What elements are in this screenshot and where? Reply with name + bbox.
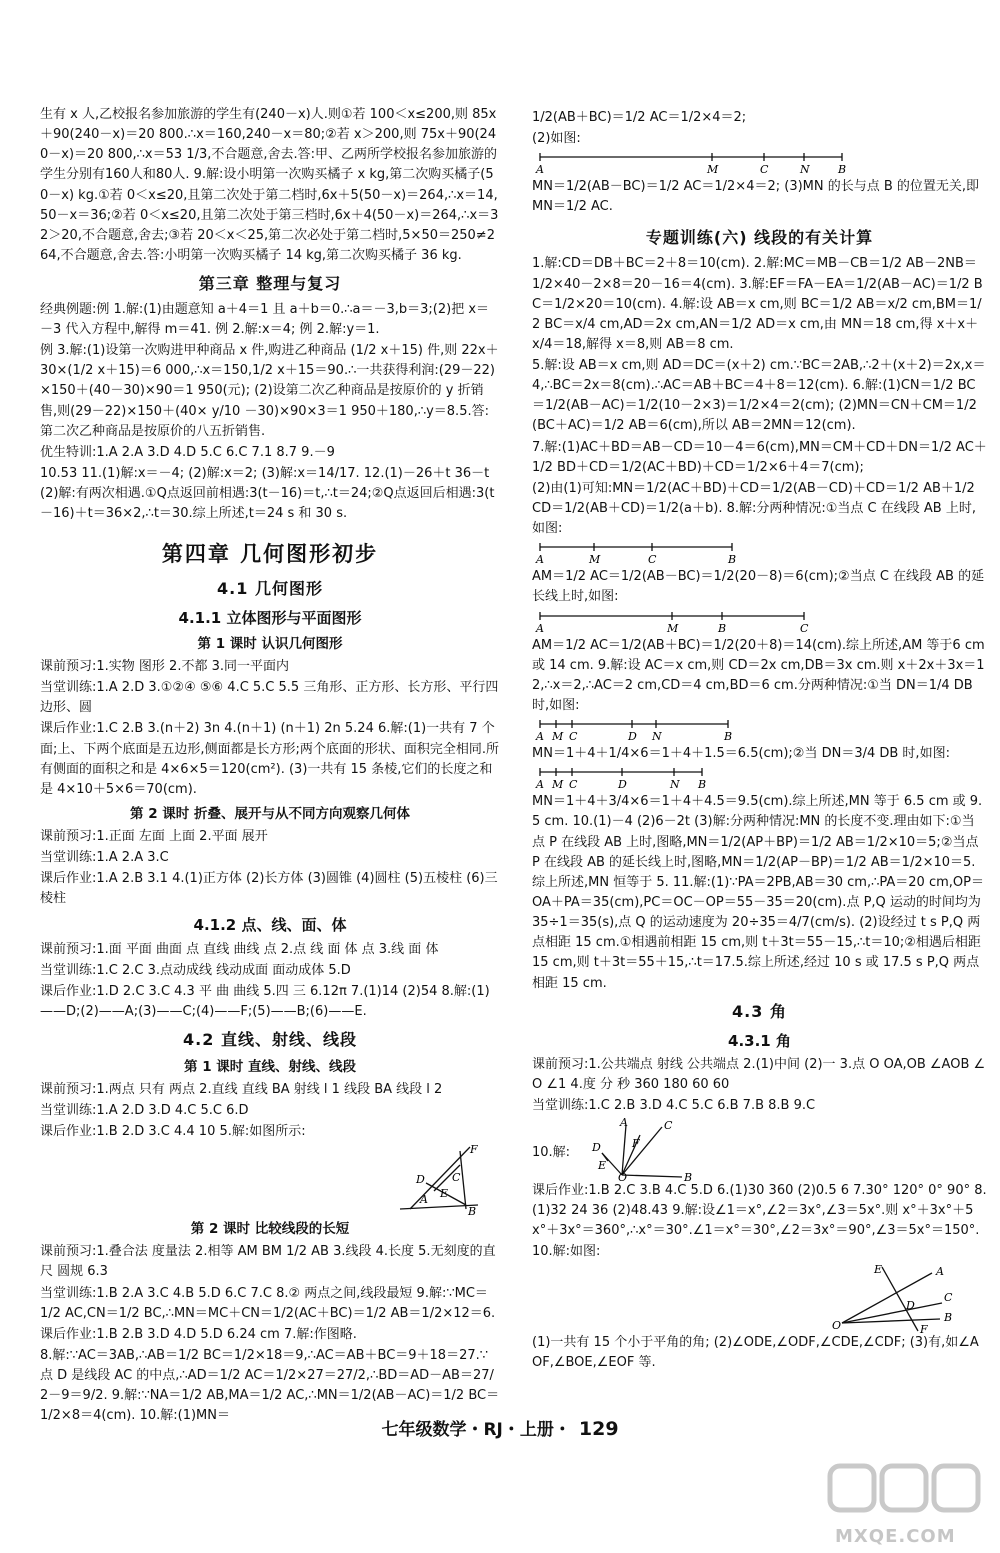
point-label: B [684, 1171, 693, 1182]
answer-paragraph: 课前预习:1.公共端点 射线 公共端点 2.(1)中间 (2)一 3.点 O OA,OB ∠AOB ∠O ∠1 4.度 分 秒 360 180 60 60 [532, 1056, 986, 1092]
point-label: E [598, 1159, 607, 1173]
point-label: B [728, 553, 737, 566]
answer-paragraph: 8.解:∵AC＝3AB,∴AB＝1/2 BC＝1/2×18＝9,∴AC＝AB＋BC＝9＋18＝27.∵点 D 是线段 AC 的中点,∴AD＝1/2 AC＝1/2×27＝27/2,∴BD＝AD－AB＝27/2－9＝9/2. 9.解:∵NA＝1/2 AB,MA＝1/2 AC,∴MN＝1/2(AB－AC)＝1/2 BC＝1/2×8＝4(cm). 10.解:(1)MN＝ [40, 1348, 500, 1424]
segment-diagram [532, 541, 772, 565]
answer-paragraph: 例 3.解:(1)设第一次购进甲种商品 x 件,购进乙种商品 (1/2 x＋15) 件,则 22x＋30×(1/2 x＋15)＝6 000,∴x＝150,1/2 x＋15＝90.∴一共获得利润:(29－22)×150＋(40－30)×90＝1 950(元); (2)设第二次乙种商品是按原价的 y 折销售,则(29－22)×150＋(40× y/10 －30)×90×3＝1 950＋180,∴y＝8.5.答:第二次乙种商品是按原价的八五折销售. [40, 343, 499, 439]
point-label: A [536, 621, 544, 634]
point-label: A [620, 1117, 628, 1130]
subsection-title: 4.3.1 角 [728, 1031, 791, 1050]
answer-paragraph: AM＝1/2 AC＝1/2(AB＋BC)＝1/2(20＋8)＝14(cm).综上所述,AM 等于6 cm或 14 cm. 9.解:设 AC＝x cm,则 CD＝2x cm,DB＝3x cm.则 x＋2x＋3x＝12,∴x＝2,∴AC＝2 cm,CD＝4 cm,BD＝6 cm.分两种情况:①当 DN＝1/4 DB 时,如图: [532, 637, 985, 714]
answer-paragraph: 当堂训练:1.A 2.A 3.C [40, 850, 169, 866]
point-label: C [944, 1290, 953, 1304]
point-label: C [800, 621, 809, 634]
point-label: A [536, 553, 544, 566]
point-label: A [536, 730, 544, 743]
answer-paragraph: 课后作业:1.B 2.C 3.B 4.C 5.D 6.(1)30 360 (2)0.5 6 7.30° 120° 0° 90° 8.(1)32 24 36 (2)48.43 9.解:设∠1＝x°,∠2＝3x°,∠3＝5x°.则 x°＋3x°＋5x°＋3x°＝360°,∴x°＝30°.∠1＝x°＝30°,∠2＝3x°＝90°,∠3＝5x°＝150°. 10.解:如图: [532, 1183, 987, 1259]
answer-paragraph: 课前预习:1.面 平面 曲面 点 直线 曲线 点 2.点 线 面 体 点 3.线 面 体 [40, 941, 439, 957]
answer-paragraph: 课后作业:1.B 2.D 3.C 4.4 10 5.解:如图所示: [40, 1124, 306, 1140]
point-label: E [874, 1262, 883, 1276]
point-label: D [628, 730, 637, 743]
angle-figure [832, 1263, 962, 1333]
answer-paragraph: 当堂训练:1.C 2.B 3.D 4.C 5.C 6.B 7.B 8.B 9.C [532, 1098, 816, 1114]
point-label: F [632, 1137, 640, 1151]
point-label: M [707, 163, 719, 176]
answer-paragraph: 课后作业:1.B 2.B 3.D 4.D 5.D 6.24 cm 7.解:作图略. [40, 1326, 357, 1342]
point-label: C [760, 163, 769, 176]
segment-diagram [532, 610, 822, 634]
angle-figure-row [532, 1117, 987, 1181]
page-footer [0, 1415, 1000, 1444]
answer-paragraph: 课前预习:1.两点 只有 两点 2.直线 直线 BA 射线 l 1 线段 BA 线段 l 2 [40, 1081, 443, 1097]
point-label: M [552, 778, 564, 791]
point-label: B [944, 1310, 953, 1324]
point-label: C [664, 1119, 673, 1133]
point-label: A [420, 1193, 428, 1207]
answer-paragraph: 生有 x 人,乙校报名参加旅游的学生有(240－x)人.则①若 100＜x≤200,则 85x＋90(240－x)＝20 800.∴x＝160,240－x＝80;②若 x＞200,则 75x＋90(240－x)＝20 800,∴x＝53 1/3,不合题意,舍去.答:甲、乙两所学校报名参加旅游的学生分别有160人和80人. 9.解:设小明第一次购买橘子 x kg,第二次购买橘子(50－x) kg.①若 0＜x≤20,且第二次处于第二档时,6x＋5(50－x)＝264,∴x＝14,50－x＝36;②若 0＜x≤20,且第二次处于第三档时,6x＋4(50－x)＝264,∴x＝32＞20,不合题意,舍去;③若 20＜x＜25,第二次必处于第二档时,5×50＝250≠264,不合题意,舍去.答:小明第一次购买橘子 14 kg,第二次购买橘子 36 kg. [40, 107, 499, 263]
answer-paragraph: 课前预习:1.叠合法 度量法 2.相等 AM BM 1/2 AB 3.线段 4.长度 5.无刻度的直尺 圆规 6.3 [40, 1244, 496, 1280]
chapter4-title: 第四章 几何图形初步 [161, 542, 379, 567]
answer-paragraph: 5.解:设 AB＝x cm,则 AD＝DC＝(x＋2) cm.∵BC＝2AB,∴2＋(x＋2)＝2x,x＝4,∴BC＝2x＝8(cm).∴AC＝AB＋BC＝4＋8＝12(cm). 6.解:(1)CN＝1/2 BC＝1/2(AB－AC)＝1/2(10－2×3)＝1/2×4＝2(cm); (2)MN＝CN＋CM＝1/2(BC＋AC)＝1/2 AB＝6(cm),所以 AB＝2MN＝12(cm). [532, 358, 986, 434]
point-label: C [569, 730, 578, 743]
special-training-title: 专题训练(六) 线段的有关计算 [645, 227, 874, 247]
lesson-title: 第 2 课时 比较线段的长短 [190, 1221, 350, 1238]
answer-paragraph: AM＝1/2 AC＝1/2(AB－BC)＝1/2(20－8)＝6(cm);②当点 C 在线段 AB 的延长线上时,如图: [532, 569, 985, 605]
watermark-text: MXQE.COM [835, 1526, 956, 1547]
answer-paragraph: 当堂训练:1.C 2.C 3.点动成线 线动成面 面动成体 5.D [40, 962, 351, 978]
point-label: F [470, 1143, 478, 1157]
answer-paragraph: 当堂训练:1.A 2.D 3.D 4.C 5.C 6.D [40, 1103, 249, 1119]
point-label: D [592, 1141, 601, 1155]
point-label: N [670, 778, 680, 791]
answer-paragraph: 优生特训:1.A 2.A 3.D 4.D 5.C 6.C 7.1 8.7 9.－9 [40, 444, 335, 460]
segment-diagram [532, 766, 732, 790]
answer-paragraph: MN＝1＋4＋1/4×6＝1＋4＋1.5＝6.5(cm);②当 DN＝3/4 DB 时,如图: [532, 746, 950, 762]
right-column [532, 108, 987, 1374]
answer-paragraph: 1/2(AB＋BC)＝1/2 AC＝1/2×4＝2; [532, 110, 747, 125]
answer-paragraph: MN＝1＋4＋3/4×6＝1＋4＋4.5＝9.5(cm).综上所述,MN 等于 6.5 cm 或 9.5 cm. 10.(1)－4 (2)6－2t (3)解:分两种情况:MN 的长度不变.理由如下:①当点 P 在线段 AB 上时,图略,MN＝1/2(AP＋BP)＝1/2 AB＝1/2×10＝5;②当点 P 在线段 AB 的延长线上时,图略,MN＝1/2(AP－BP)＝1/2 AB＝1/2×10＝5.综上所述,MN 恒等于 5. 11.解:(1)∵PA＝2PB,AB＝30 cm,∴PA＝20 cm,OP＝OA＋PA＝35(cm),PC＝OC－OP＝55－35＝20(cm).点 P,Q 运动的时间均为 35÷1＝35(s),点 Q 的运动速度为 20÷35＝4/7(cm/s). (2)设经过 t s P,Q 两点相距 15 cm.①相遇前相距 15 cm,则 t＋3t＝55－15,∴t＝10;②相遇后相距 15 cm,则 t＋3t＝55＋15,∴t＝17.5.综上所述,经过 10 s 或 17.5 s P,Q 两点相距 15 cm. [532, 794, 984, 991]
lesson-title: 第 1 课时 认识几何图形 [197, 636, 343, 653]
point-label: D [416, 1173, 425, 1187]
point-label: D [618, 778, 627, 791]
answer-paragraph: MN＝1/2(AB－BC)＝1/2 AC＝1/2×4＝2; (3)MN 的长与点 B 的位置无关,即 MN＝1/2 AC. [532, 179, 980, 215]
point-label: M [552, 730, 564, 743]
lesson-title: 第 2 课时 折叠、展开与从不同方向观察几何体 [130, 805, 410, 822]
page-number: 129 [578, 1418, 619, 1440]
answer-paragraph: 课后作业:1.C 2.B 3.(n＋2) 3n 4.(n＋1) (n＋1) 2n 5.24 6.解:(1)一共有 7 个面;上、下两个底面是五边形,侧面都是长方形;两个底面的形状、面积完全相同.所有侧面的面积之和是 4×6×5＝120(cm²). (3)一共有 15 条棱,它们的长度之和是 4×10＋5×6＝70(cm). [40, 721, 500, 797]
point-label: B [718, 621, 727, 634]
point-label: A [936, 1264, 944, 1278]
answer-paragraph: 1.解:CD＝DB＋BC＝2＋8＝10(cm). 2.解:MC＝MB－CB＝1/2 AB－2NB＝1/2×40－2×8＝20－16＝4(cm). 3.解:EF＝FA－EA＝1/2(AB－AC)＝1/2 BC＝1/2×20＝10(cm). 4.解:设 AB＝x cm,则 BC＝1/2 AB＝x/2 cm,BM＝1/2 BC＝x/4 cm,AD＝2x cm,AN＝1/2 AD＝x cm,由 MN＝18 cm,得 x＋x＋x/4＝18,解得 x＝8,则 AB＝8 cm. [532, 256, 983, 352]
chapter3-review-title: 第三章 整理与复习 [198, 274, 342, 294]
segment-diagram [532, 151, 852, 175]
lines-figure [40, 1143, 500, 1215]
subsection-title: 4.1.2 点、线、面、体 [193, 916, 347, 935]
answer-paragraph: (2)由(1)可知:MN＝1/2(AC＋BD)＋CD＝1/2(AB－CD)＋CD＝1/2 AB＋1/2 CD＝1/2(AB＋CD)＝1/2(a＋b). 8.解:分两种情况:①当点 C 在线段 AB 上时,如图: [532, 480, 976, 537]
point-label: C [452, 1171, 461, 1185]
point-label: C [648, 553, 657, 566]
section-title: 4.2 直线、射线、线段 [183, 1030, 357, 1050]
point-label: A [536, 778, 544, 791]
point-label: N [800, 163, 810, 176]
point-label: B [724, 730, 733, 743]
answer-label: 10.解: [532, 1145, 571, 1161]
book-title: 七年级数学・RJ・上册・ [381, 1420, 571, 1440]
answer-paragraph: 当堂训练:1.A 2.D 3.①②④ ⑤⑥ 4.C 5.C 5.5 三角形、正方形、长方形、平行四边形、圆 [40, 680, 499, 716]
point-label: F [920, 1322, 928, 1333]
answer-paragraph: 当堂训练:1.B 2.A 3.C 4.B 5.D 6.C 7.C 8.② 两点之间,线段最短 9.解:∵MC＝1/2 AC,CN＝1/2 BC,∴MN＝MC＋CN＝1/2(AC＋BC)＝1/2 AB＝1/2×12＝6. [40, 1285, 496, 1321]
point-label: M [589, 553, 601, 566]
left-column [40, 105, 500, 1428]
answer-paragraph: (1)一共有 15 个小于平角的角; (2)∠ODE,∠ODF,∠CDE,∠CDF; (3)有,如∠AOF,∠BOE,∠EOF 等. [532, 1334, 979, 1370]
answer-paragraph: 课后作业:1.D 2.C 3.C 4.3 平 曲 曲线 5.四 三 6.12π 7.(1)14 (2)54 8.解:(1)——D;(2)——A;(3)——C;(4)——F;(5)——B;(6)——E. [40, 983, 490, 1020]
point-label: B [468, 1205, 477, 1216]
point-label: D [906, 1298, 915, 1312]
angle-figure [582, 1117, 742, 1181]
answer-paragraph: 课前预习:1.实物 图形 2.不都 3.同一平面内 [40, 658, 289, 674]
answer-paragraph: (2)如图: [532, 131, 581, 147]
point-label: M [667, 621, 679, 634]
point-label: C [569, 778, 578, 791]
point-label: O [618, 1171, 628, 1182]
point-label: B [838, 163, 847, 176]
section-title: 4.1 几何图形 [217, 579, 323, 599]
answer-paragraph: 课前预习:1.正面 左面 上面 2.平面 展开 [40, 828, 268, 844]
section-title: 4.3 角 [732, 1001, 787, 1021]
point-label: O [832, 1318, 842, 1332]
lesson-title: 第 1 课时 直线、射线、线段 [184, 1059, 356, 1076]
segment-diagram [532, 718, 752, 742]
subsection-title: 4.1.1 立体图形与平面图形 [178, 608, 362, 627]
answer-paragraph: 课后作业:1.A 2.B 3.1 4.(1)正方体 (2)长方体 (3)圆锥 (4)圆柱 (5)五棱柱 (6)三棱柱 [40, 871, 498, 907]
point-label: N [652, 730, 662, 743]
point-label: E [440, 1187, 449, 1201]
point-label: A [536, 163, 544, 176]
answer-paragraph: 10.53 11.(1)解:x＝－4; (2)解:x＝2; (3)解:x＝14/17. 12.(1)－26＋t 36－t (2)解:有两次相遇.①Q点返回前相遇:3(t－16)＝t,∴t＝24;②Q点返回后相遇:3(t－16)＋t＝36×2,∴t＝30.综上所述,t＝24 s 和 30 s. [40, 466, 495, 522]
answer-paragraph: 经典例题:例 1.解:(1)由题意知 a＋4＝1 且 a＋b＝0.∴a＝－3,b＝3;(2)把 x＝－3 代入方程中,解得 m＝41. 例 2.解:x＝4; 例 2.解:y＝1. [40, 301, 490, 338]
answer-paragraph: 7.解:(1)AC＋BD＝AB－CD＝10－4＝6(cm),MN＝CM＋CD＋DN＝1/2 AC＋1/2 BD＋CD＝1/2(AC＋BD)＋CD＝1/2×6＋4＝7(cm); [532, 439, 987, 475]
point-label: B [698, 778, 707, 791]
